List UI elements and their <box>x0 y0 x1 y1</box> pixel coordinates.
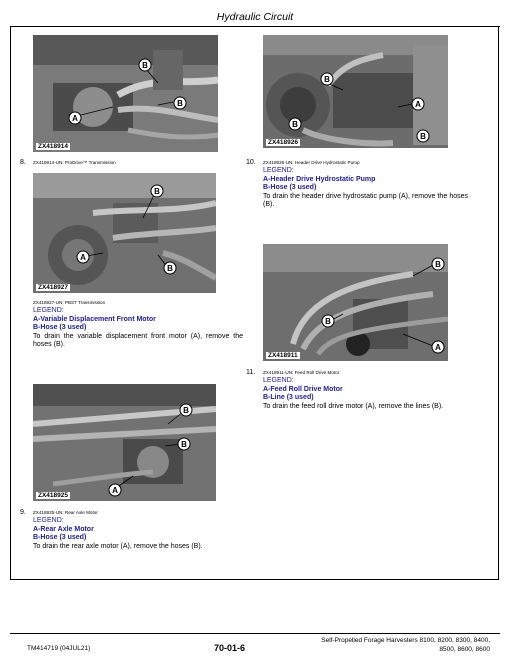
product-line-2: 8500, 8600, 8600 <box>439 645 490 653</box>
figure-id: ZX418925 <box>38 492 68 499</box>
callout-a-label: A <box>72 114 78 123</box>
callout-b-label: B <box>435 260 441 269</box>
step-description: To drain the header drive hydrostatic pump (A), remove the hoses (B). <box>263 192 468 208</box>
document-id: TM414719 (04JUL21) <box>27 645 91 652</box>
figure-id: ZX418911 <box>268 352 298 359</box>
figure-caption: ZX418926-UN: Header Drive Hydrostatic Pump <box>263 160 360 165</box>
step-number: 8. <box>20 159 26 166</box>
page-header <box>10 8 500 27</box>
legend-item: B-Hose (3 used) <box>33 324 87 331</box>
legend-label: LEGEND: <box>263 167 294 174</box>
callout-a-label: A <box>415 100 421 109</box>
legend-label: LEGEND: <box>33 517 64 524</box>
step-description: To drain the feed roll drive motor (A), remove the lines (B). <box>263 402 444 410</box>
product-line <box>280 637 490 654</box>
callout-b-label: B <box>183 406 189 415</box>
legend-item: A-Header Drive Hydrostatic Pump <box>263 175 376 183</box>
callout-a-label: A <box>80 253 86 262</box>
callout-b-label: B <box>181 440 187 449</box>
legend-item: B-Hose (3 used) <box>263 184 317 191</box>
callout-b-label: B <box>420 132 426 141</box>
legend-item: A-Rear Axle Motor <box>33 525 94 533</box>
callout-b-label: B <box>142 61 148 70</box>
legend-item: A-Feed Roll Drive Motor <box>263 385 343 393</box>
step-number: 9. <box>20 509 26 516</box>
legend-label: LEGEND: <box>33 307 64 314</box>
figure-pbst-transmission <box>33 173 216 293</box>
step-10-text <box>263 167 468 210</box>
figure-caption: ZX418925-UN: Rear Axle Motor <box>33 510 98 515</box>
legend-item: B-Line (3 used) <box>263 394 314 401</box>
step-number: 11. <box>246 369 256 376</box>
callout-b-label: B <box>167 264 173 273</box>
page-number: 70-01-6 <box>214 643 246 653</box>
figure-prodrive-transmission <box>33 35 218 152</box>
step-9-text <box>33 517 243 551</box>
callout-a-label: A <box>112 486 118 495</box>
legend-item: A-Variable Displacement Front Motor <box>33 315 156 323</box>
legend-label: LEGEND: <box>263 377 294 384</box>
step-8-text <box>33 307 243 350</box>
callout-b-label: B <box>154 187 160 196</box>
callout-b-label: B <box>177 99 183 108</box>
legend-item: B-Hose (3 used) <box>33 534 87 541</box>
product-line-1: Self-Propelled Forage Harvesters 8100, 8200, 8300, 8400, <box>321 637 490 644</box>
callout-a-label: A <box>435 343 441 352</box>
step-11-text <box>263 377 468 411</box>
callout-b-label: B <box>325 317 331 326</box>
figure-rear-axle-motor <box>33 384 216 501</box>
figure-feed-roll-motor <box>263 244 448 361</box>
figure-caption: ZX418911-UN: Feed Roll Drive Motor <box>263 370 340 375</box>
step-number: 10. <box>246 159 256 166</box>
step-description: To drain the rear axle motor (A), remove the hoses (B). <box>33 542 203 550</box>
figure-id: ZX418927 <box>38 284 68 291</box>
figure-caption: ZX418927-UN: PBST Transmission <box>33 300 106 305</box>
page-title: Hydraulic Circuit <box>216 11 294 23</box>
callout-b-label: B <box>324 75 330 84</box>
figure-header-drive-pump <box>263 35 448 148</box>
step-description: To drain the variable displacement front motor (A), remove the hoses (B). <box>33 332 243 348</box>
figure-id: ZX418914 <box>38 143 68 150</box>
footer-rule <box>10 633 500 634</box>
figure-caption: ZX418914-UN: ProDrive™ Transmission <box>33 160 116 165</box>
callout-b-label: B <box>292 120 298 129</box>
figure-id: ZX418926 <box>268 139 298 146</box>
